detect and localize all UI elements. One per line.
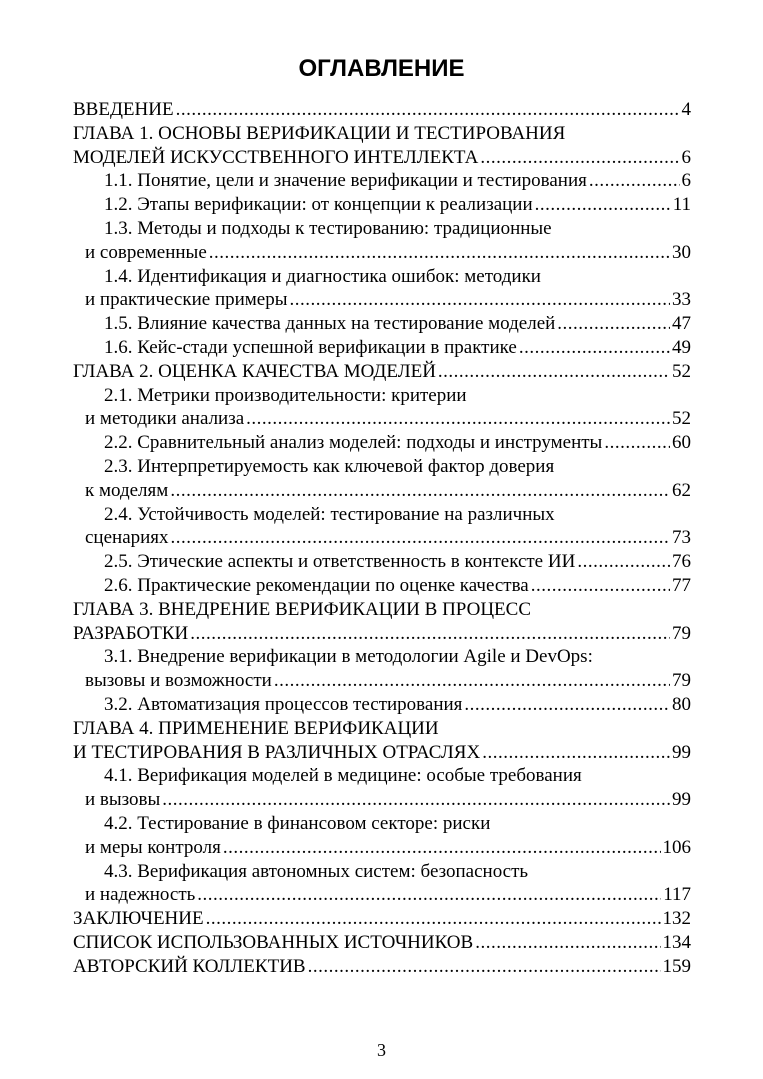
table-of-contents <box>73 98 691 978</box>
toc-section-entry[interactable] <box>73 384 691 432</box>
toc-entry-line <box>73 931 691 955</box>
toc-page-number: 134 <box>662 931 691 953</box>
toc-page-number: 117 <box>663 884 691 906</box>
toc-entry-line <box>73 360 691 384</box>
toc-section-entry[interactable] <box>73 265 691 313</box>
toc-entry-line <box>73 122 691 146</box>
toc-entry-text: ГЛАВА 1. ОСНОВЫ ВЕРИФИКАЦИИ И ТЕСТИРОВАНИЯ <box>73 122 566 144</box>
toc-entry-line <box>73 288 691 312</box>
toc-chapter-entry[interactable] <box>73 360 691 384</box>
toc-chapter-entry[interactable] <box>73 955 691 979</box>
toc-chapter-entry[interactable] <box>73 717 691 765</box>
toc-entry-text: 2.6. Практические рекомендации по оценке качества <box>104 574 529 596</box>
dot-leader <box>176 98 680 122</box>
dot-leader <box>308 955 661 979</box>
toc-entry-line <box>73 645 691 669</box>
dot-leader <box>604 431 670 455</box>
toc-page-number: 106 <box>662 836 691 858</box>
toc-entry-text: 1.6. Кейс-стади успешной верификации в практике <box>104 336 517 358</box>
dot-leader <box>171 526 670 550</box>
toc-entry-text: ГЛАВА 3. ВНЕДРЕНИЕ ВЕРИФИКАЦИИ В ПРОЦЕСС <box>73 598 531 620</box>
toc-page-number: 79 <box>672 622 691 644</box>
toc-entry-line <box>73 955 691 979</box>
toc-entry-text: И ТЕСТИРОВАНИЯ В РАЗЛИЧНЫХ ОТРАСЛЯХ <box>73 741 481 763</box>
toc-entry-text: 2.5. Этические аспекты и ответственность в контексте ИИ <box>104 551 576 573</box>
dot-leader <box>438 360 670 384</box>
toc-entry-text: 1.1. Понятие, цели и значение верификации и тестирования <box>104 170 587 192</box>
toc-section-entry[interactable] <box>73 693 691 717</box>
dot-leader <box>535 193 671 217</box>
toc-entry-line <box>73 479 691 503</box>
toc-entry-line <box>73 574 691 598</box>
page-number: 3 <box>377 1040 386 1060</box>
toc-entry-text: вызовы и возможности <box>85 670 272 692</box>
toc-entry-text: 1.3. Методы и подходы к тестированию: традиционные <box>104 217 552 239</box>
toc-entry-text: СПИСОК ИСПОЛЬЗОВАННЫХ ИСТОЧНИКОВ <box>73 931 474 953</box>
toc-entry-text: и надежность <box>85 884 196 906</box>
toc-entry-line <box>73 598 691 622</box>
toc-entry-line <box>73 384 691 408</box>
toc-entry-line <box>73 669 691 693</box>
dot-leader <box>577 550 670 574</box>
toc-page-number: 76 <box>672 551 691 573</box>
toc-entry-line <box>73 788 691 812</box>
toc-entry-line <box>73 622 691 646</box>
toc-section-entry[interactable] <box>73 455 691 503</box>
toc-entry-text: ГЛАВА 4. ПРИМЕНЕНИЕ ВЕРИФИКАЦИИ <box>73 717 439 739</box>
toc-entry-line <box>73 717 691 741</box>
toc-entry-line <box>73 907 691 931</box>
toc-section-entry[interactable] <box>73 336 691 360</box>
toc-section-entry[interactable] <box>73 169 691 193</box>
dot-leader <box>482 741 670 765</box>
toc-entry-line <box>73 169 691 193</box>
toc-entry-line <box>73 241 691 265</box>
toc-entry-text: и методики анализа <box>85 408 245 430</box>
toc-page-number: 11 <box>672 194 691 216</box>
toc-entry-text: 3.2. Автоматизация процессов тестирования <box>104 693 463 715</box>
toc-entry-line <box>73 693 691 717</box>
toc-page-number: 99 <box>672 789 691 811</box>
toc-entry-line <box>73 146 691 170</box>
toc-page-number: 30 <box>672 241 691 263</box>
toc-page-number: 33 <box>672 289 691 311</box>
toc-page-number: 79 <box>672 670 691 692</box>
dot-leader <box>246 407 670 431</box>
toc-entry-line <box>73 336 691 360</box>
dot-leader <box>589 169 680 193</box>
dot-leader <box>557 312 670 336</box>
toc-entry-text: ГЛАВА 2. ОЦЕНКА КАЧЕСТВА МОДЕЛЕЙ <box>73 360 436 382</box>
toc-entry-line <box>73 550 691 574</box>
toc-chapter-entry[interactable] <box>73 598 691 646</box>
toc-entry-line <box>73 407 691 431</box>
dot-leader <box>519 336 670 360</box>
toc-entry-text: 2.3. Интерпретируемость как ключевой фактор доверия <box>104 455 555 477</box>
toc-entry-text: 3.1. Внедрение верификации в методологии Agile и DevOps: <box>104 646 593 668</box>
toc-entry-line <box>73 860 691 884</box>
toc-entry-line <box>73 526 691 550</box>
toc-entry-text: 1.5. Влияние качества данных на тестирование моделей <box>104 313 556 335</box>
toc-entry-line <box>73 741 691 765</box>
toc-entry-text: и практические примеры <box>85 289 288 311</box>
dot-leader <box>170 479 670 503</box>
toc-entry-text: 2.4. Устойчивость моделей: тестирование на различных <box>104 503 555 525</box>
dot-leader <box>274 669 670 693</box>
toc-page-number: 49 <box>672 336 691 358</box>
toc-section-entry[interactable] <box>73 574 691 598</box>
toc-entry-line <box>73 312 691 336</box>
toc-page-number: 77 <box>672 574 691 596</box>
toc-entry-text: к моделям <box>85 479 169 501</box>
dot-leader <box>162 788 670 812</box>
toc-section-entry[interactable] <box>73 217 691 265</box>
toc-entry-line <box>73 217 691 241</box>
toc-entry-line <box>73 812 691 836</box>
toc-page-number: 80 <box>672 693 691 715</box>
dot-leader <box>475 931 660 955</box>
dot-leader <box>464 693 670 717</box>
toc-entry-text: МОДЕЛЕЙ ИСКУССТВЕННОГО ИНТЕЛЛЕКТА <box>73 146 479 168</box>
toc-page-number: 52 <box>672 408 691 430</box>
toc-entry-text: и меры контроля <box>85 836 221 858</box>
toc-entry-text: ВВЕДЕНИЕ <box>73 99 174 120</box>
toc-page-number: 73 <box>672 527 691 549</box>
toc-page-number: 99 <box>672 741 691 763</box>
dot-leader <box>531 574 670 598</box>
dot-leader <box>480 146 679 170</box>
toc-section-entry[interactable] <box>73 312 691 336</box>
dot-leader <box>190 622 670 646</box>
toc-entry-line <box>73 883 691 907</box>
toc-entry-line <box>73 265 691 289</box>
dot-leader <box>223 836 661 860</box>
toc-entry-line <box>73 503 691 527</box>
toc-entry-text: 4.1. Верификация моделей в медицине: особые требования <box>104 765 582 787</box>
toc-section-entry[interactable] <box>73 812 691 860</box>
toc-page-number: 4 <box>681 99 691 120</box>
dot-leader <box>206 907 661 931</box>
toc-page-number: 6 <box>681 146 691 168</box>
toc-page-number: 47 <box>672 313 691 335</box>
toc-chapter-entry[interactable] <box>73 931 691 955</box>
dot-leader <box>209 241 670 265</box>
toc-section-entry[interactable] <box>73 860 691 908</box>
toc-chapter-entry[interactable] <box>73 122 691 170</box>
dot-leader <box>197 883 661 907</box>
toc-entry-text: 1.2. Этапы верификации: от концепции к реализации <box>104 194 533 216</box>
toc-entry-text: 4.3. Верификация автономных систем: безопасность <box>104 860 529 882</box>
toc-page-number: 60 <box>672 432 691 454</box>
toc-entry-text: и вызовы <box>85 789 161 811</box>
toc-entry-text: 2.2. Сравнительный анализ моделей: подходы и инструменты <box>104 432 603 454</box>
toc-entry-text: РАЗРАБОТКИ <box>73 622 189 644</box>
toc-section-entry[interactable] <box>73 431 691 455</box>
toc-entry-text: 2.1. Метрики производительности: критерии <box>104 384 467 406</box>
toc-entry-line <box>73 193 691 217</box>
toc-page-number: 52 <box>672 360 691 382</box>
toc-page-number: 62 <box>672 479 691 501</box>
toc-entry-text: ЗАКЛЮЧЕНИЕ <box>73 908 204 930</box>
toc-chapter-entry[interactable] <box>73 907 691 931</box>
toc-section-entry[interactable] <box>73 645 691 693</box>
toc-entry-line <box>73 764 691 788</box>
toc-entry-line <box>73 98 691 122</box>
toc-entry-text: АВТОРСКИЙ КОЛЛЕКТИВ <box>73 955 306 977</box>
toc-section-entry[interactable] <box>73 550 691 574</box>
toc-page-number: 6 <box>681 170 691 192</box>
toc-section-entry[interactable] <box>73 503 691 551</box>
toc-entry-line <box>73 836 691 860</box>
toc-chapter-entry[interactable] <box>73 98 691 122</box>
toc-entry-text: сценариях <box>85 527 169 549</box>
toc-entry-line <box>73 431 691 455</box>
toc-section-entry[interactable] <box>73 193 691 217</box>
toc-entry-text: 4.2. Тестирование в финансовом секторе: риски <box>104 812 491 834</box>
toc-entry-text: 1.4. Идентификация и диагностика ошибок: методики <box>104 265 541 287</box>
toc-page-number: 132 <box>662 908 691 930</box>
toc-entry-line <box>73 455 691 479</box>
dot-leader <box>290 288 670 312</box>
toc-entry-text: и современные <box>85 241 207 263</box>
toc-section-entry[interactable] <box>73 764 691 812</box>
toc-title: ОГЛАВЛЕНИЕ <box>298 55 465 82</box>
toc-page-number: 159 <box>662 955 691 977</box>
